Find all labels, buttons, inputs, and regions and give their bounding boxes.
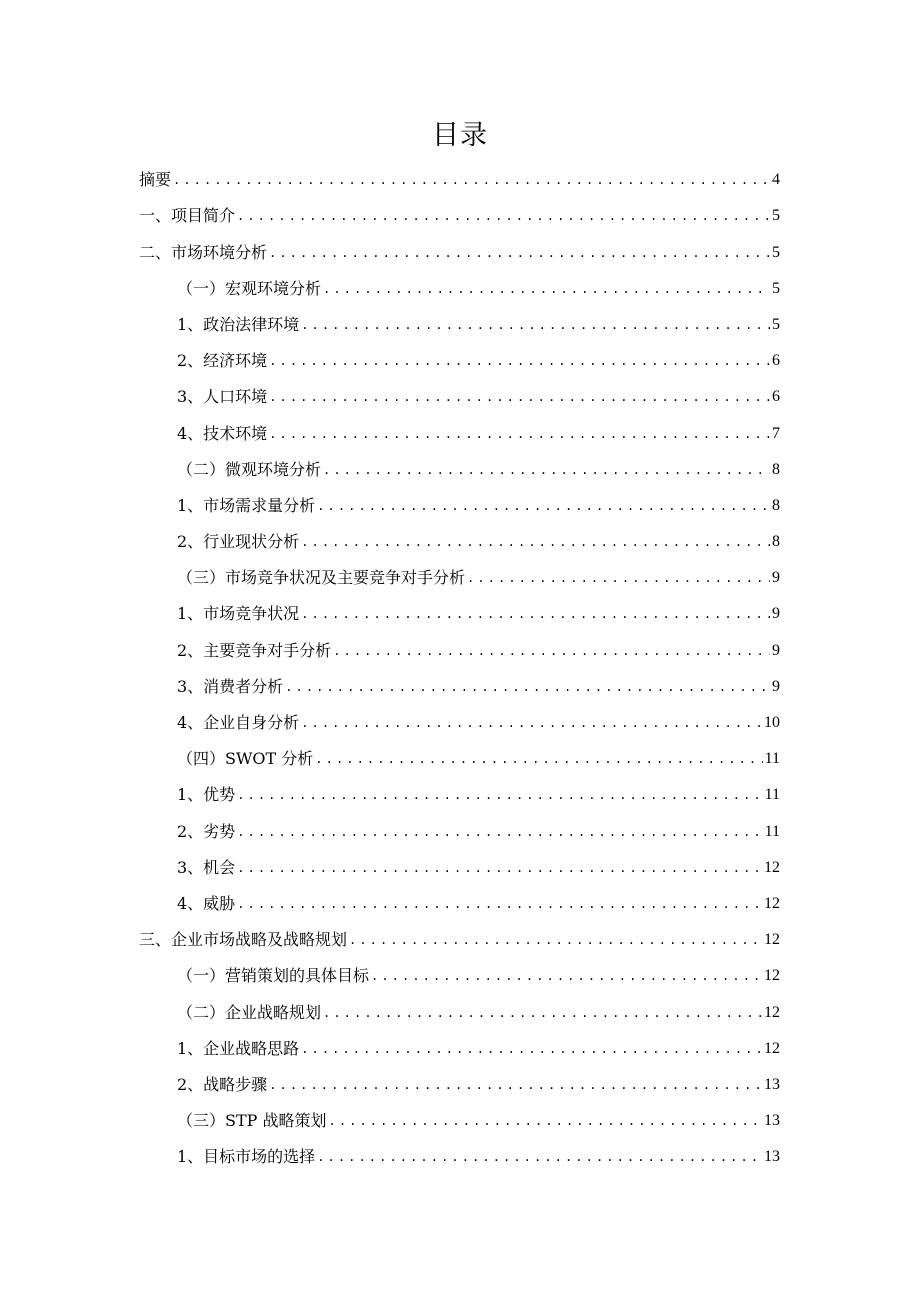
toc-entry-page-number: 6: [772, 388, 780, 406]
toc-entry-page-number: 12: [764, 967, 780, 985]
toc-entry-label: 1、政治法律环境: [177, 314, 300, 334]
toc-entry-label: （四）SWOT 分析: [177, 749, 314, 769]
toc-entry[interactable]: [139, 958, 780, 994]
toc-entry-page-number: 5: [772, 207, 780, 225]
toc-entry-page-number: 12: [764, 858, 780, 876]
toc-dot-leader: [237, 861, 762, 875]
toc-dot-leader: [323, 463, 770, 477]
toc-dot-leader: [467, 571, 770, 585]
toc-dot-leader: [315, 752, 762, 766]
toc-entry-label: 1、企业战略思路: [177, 1038, 300, 1058]
toc-entry-label: 2、劣势: [177, 821, 236, 841]
toc-entry-page-number: 4: [772, 171, 780, 189]
toc-entry-label: 3、人口环境: [177, 387, 268, 407]
toc-dot-leader: [173, 173, 770, 187]
toc-entry[interactable]: [139, 162, 780, 198]
toc-entry-page-number: 13: [764, 1075, 780, 1093]
toc-entry[interactable]: [139, 1139, 780, 1175]
toc-entry-page-number: 5: [772, 279, 780, 297]
toc-entry-page-number: 5: [772, 243, 780, 261]
toc-dot-leader: [269, 390, 770, 404]
toc-entry-label: 三、企业市场战略及战略规划: [139, 930, 348, 950]
toc-entry-label: 3、机会: [177, 857, 236, 877]
toc-entry[interactable]: [139, 560, 780, 596]
toc-entry-label: 1、市场竞争状况: [177, 604, 300, 624]
toc-entry-label: 2、行业现状分析: [177, 532, 300, 552]
toc-dot-leader: [329, 1114, 763, 1128]
toc-entry[interactable]: [139, 777, 780, 813]
toc-entry[interactable]: [139, 596, 780, 632]
toc-entry-label: （二）企业战略规划: [177, 1002, 322, 1022]
toc-dot-leader: [333, 644, 770, 658]
toc-dot-leader: [301, 716, 762, 730]
toc-entry[interactable]: [139, 343, 780, 379]
toc-entry[interactable]: [139, 741, 780, 777]
toc-entry[interactable]: [139, 1103, 780, 1139]
toc-entry-page-number: 8: [772, 533, 780, 551]
toc-entry[interactable]: [139, 1031, 780, 1067]
toc-entry[interactable]: [139, 524, 780, 560]
toc-dot-leader: [301, 1042, 762, 1056]
toc-entry[interactable]: [139, 379, 780, 415]
toc-entry-label: 4、技术环境: [177, 423, 268, 443]
toc-entry-page-number: 12: [764, 1039, 780, 1057]
toc-entry-label: 4、威胁: [177, 893, 236, 913]
toc-entry-label: （一）营销策划的具体目标: [177, 966, 370, 986]
toc-entry[interactable]: [139, 813, 780, 849]
toc-entry-label: 2、战略步骤: [177, 1074, 268, 1094]
toc-entry-page-number: 12: [764, 931, 780, 949]
toc-entry-label: 3、消费者分析: [177, 676, 284, 696]
toc-entry-page-number: 9: [772, 677, 780, 695]
toc-entry-label: （三）STP 战略策划: [177, 1111, 327, 1131]
toc-entry[interactable]: [139, 705, 780, 741]
toc-entry-page-number: 8: [772, 496, 780, 514]
toc-entry-label: 摘要: [139, 170, 172, 190]
toc-entry-page-number: 13: [764, 1148, 780, 1166]
toc-entry[interactable]: [139, 994, 780, 1030]
toc-entry[interactable]: [139, 886, 780, 922]
toc-dot-leader: [285, 680, 770, 694]
toc-entry-label: 2、主要竞争对手分析: [177, 640, 332, 660]
toc-entry-page-number: 11: [764, 750, 780, 768]
toc-entry-label: （二）微观环境分析: [177, 459, 322, 479]
toc-dot-leader: [323, 1006, 762, 1020]
toc-entry[interactable]: [139, 307, 780, 343]
toc-entry-page-number: 9: [772, 605, 780, 623]
toc-entry-page-number: 8: [772, 460, 780, 478]
toc-entry-label: （一）宏观环境分析: [177, 278, 322, 298]
toc-dot-leader: [237, 788, 762, 802]
toc-entry-page-number: 12: [764, 894, 780, 912]
toc-entry-label: 二、市场环境分析: [139, 242, 268, 262]
toc-dot-leader: [269, 354, 770, 368]
toc-entry-page-number: 11: [764, 786, 780, 804]
toc-entry[interactable]: [139, 271, 780, 307]
toc-entry-page-number: 10: [764, 714, 780, 731]
toc-entry[interactable]: [139, 452, 780, 488]
toc-dot-leader: [301, 535, 770, 549]
toc-dot-leader: [237, 897, 762, 911]
table-of-contents: [139, 162, 780, 1175]
toc-entry-label: 2、经济环境: [177, 351, 268, 371]
toc-entry[interactable]: [139, 922, 780, 958]
toc-entry[interactable]: [139, 669, 780, 705]
toc-entry-page-number: 13: [764, 1112, 780, 1130]
toc-entry-page-number: 5: [772, 315, 780, 333]
toc-entry-page-number: 6: [772, 352, 780, 370]
toc-entry[interactable]: [139, 488, 780, 524]
toc-dot-leader: [317, 499, 770, 513]
toc-dot-leader: [269, 246, 770, 260]
toc-entry[interactable]: [139, 198, 780, 234]
toc-dot-leader: [323, 282, 770, 296]
toc-entry-label: 4、企业自身分析: [177, 713, 300, 732]
toc-entry-label: 1、目标市场的选择: [177, 1147, 316, 1167]
toc-dot-leader: [237, 825, 762, 839]
toc-dot-leader: [269, 427, 770, 441]
toc-entry-page-number: 9: [772, 569, 780, 587]
toc-dot-leader: [269, 1078, 762, 1092]
toc-entry-page-number: 11: [764, 822, 780, 840]
toc-entry[interactable]: [139, 850, 780, 886]
toc-entry-page-number: 12: [764, 1003, 780, 1021]
toc-entry-label: 1、市场需求量分析: [177, 495, 316, 515]
toc-dot-leader: [317, 1150, 762, 1164]
toc-dot-leader: [349, 933, 762, 947]
toc-entry[interactable]: [139, 632, 780, 668]
toc-entry-label: 一、项目简介: [139, 206, 236, 226]
toc-entry-page-number: 7: [772, 424, 780, 442]
toc-entry[interactable]: [139, 234, 780, 270]
toc-entry-label: （三）市场竞争状况及主要竞争对手分析: [177, 568, 466, 588]
toc-dot-leader: [371, 969, 762, 983]
toc-entry-label: 1、优势: [177, 785, 236, 805]
toc-entry-page-number: 9: [772, 641, 780, 659]
toc-entry[interactable]: [139, 1067, 780, 1103]
toc-dot-leader: [301, 318, 770, 332]
toc-dot-leader: [237, 209, 770, 223]
toc-entry[interactable]: [139, 415, 780, 451]
toc-title: 目录: [432, 120, 488, 151]
toc-dot-leader: [301, 607, 770, 621]
